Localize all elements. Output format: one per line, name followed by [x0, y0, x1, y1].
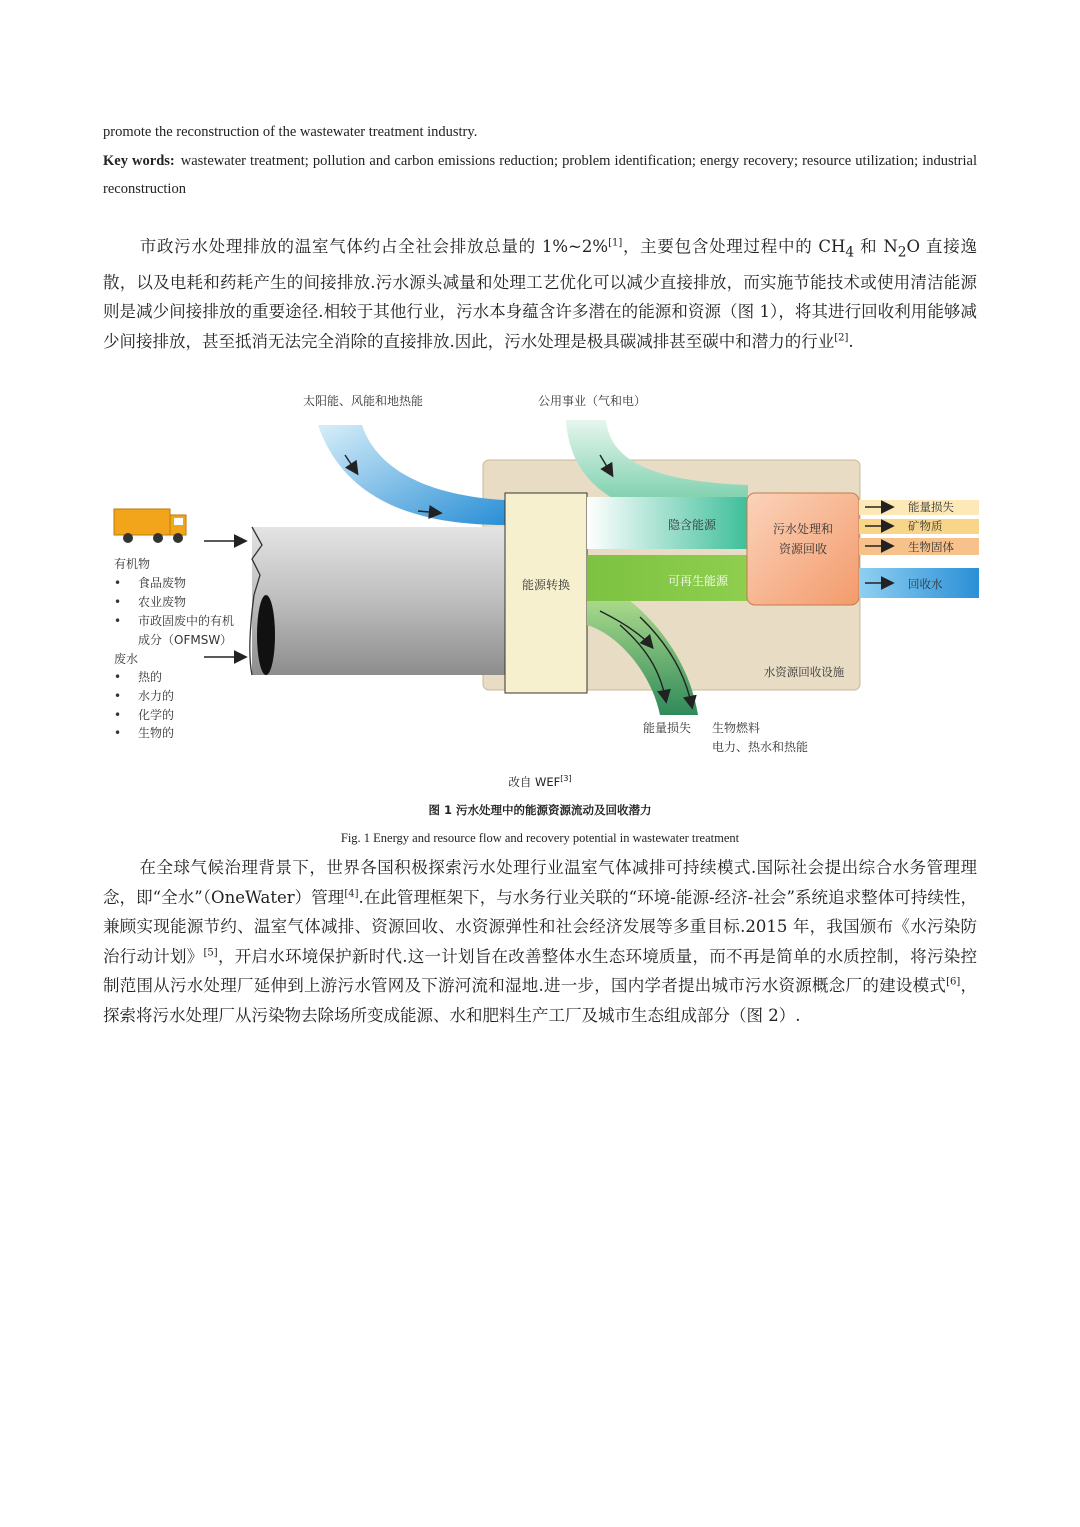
svg-text:热的: 热的 [138, 670, 163, 684]
svg-text:•: • [114, 595, 122, 609]
figure-caption-en: Fig. 1 Energy and resource flow and recovery potential in wastewater treatment [340, 831, 740, 845]
output-recycled-water: 回收水 [908, 577, 943, 591]
keywords-text: wastewater treatment; pollution and carbon emissions reduction; problem identification; energy recovery; resource utilization; industrial reconstruction [103, 153, 977, 197]
svg-text:生物的: 生物的 [138, 726, 175, 740]
citation-4: [4] [344, 888, 359, 900]
svg-text:•: • [114, 726, 122, 740]
citation-1: [1] [608, 237, 623, 249]
label-utility: 公用事业（气和电） [538, 394, 647, 408]
svg-text:•: • [114, 670, 122, 684]
treatment-label-2: 资源回收 [778, 542, 828, 556]
truck-icon [114, 509, 186, 543]
svg-text:农业废物: 农业废物 [138, 595, 187, 609]
paragraph-2: 在全球气候治理背景下，世界各国积极探索污水处理行业温室气体减排可持续模式.国际社会提出综合水务管理理念，即“全水”（OneWater）管理[4].在此管理框架下，与水务行业关联的“环境-能源-经济-社会”系统追求整体可持续性，兼顾实现能源节约、温室气体减排、资源回收、水资源弹性和社会经济发展等多重目标.2015 年，我国颁布《水污染防治行动计划》[5]，开启水环境保护新时代.这一计划旨在改善整体水生态环境质量，而不再是简单的水质控制，将污染控制范围从污水处理厂延伸到上游污水管网及下游河流和湿地.进一步，国内学者提出城市污水资源概念厂的建设模式[6]，探索将污水处理厂从污染物去除场所变成能源、水和肥料生产工厂及城市生态组成部分（图 2）. [103, 858, 978, 1025]
label-renewables-top: 太阳能、风能和地热能 [303, 394, 424, 408]
treatment-label-1: 污水处理和 [772, 522, 834, 536]
keywords [103, 147, 977, 203]
citation-5: [5] [203, 947, 218, 959]
energy-conversion-box [505, 493, 587, 693]
keywords-label: Key words: [103, 153, 175, 169]
svg-text:食品废物: 食品废物 [138, 576, 187, 590]
embedded-energy-label: 隐含能源 [667, 518, 717, 532]
output-minerals: 矿物质 [908, 519, 943, 533]
pipe-opening [257, 595, 275, 675]
svg-text:市政固废中的有机: 市政固废中的有机 [138, 614, 235, 628]
output-energy-loss: 能量损失 [908, 500, 954, 514]
output-biosolids: 生物固体 [908, 540, 954, 554]
renewable-inflow [318, 425, 505, 525]
bottom-power-heat: 电力、热水和热能 [712, 740, 809, 754]
citation-6: [6] [946, 976, 961, 988]
bottom-energy-loss: 能量损失 [643, 721, 692, 735]
figure-caption-cn: 图 1 污水处理中的能源资源流动及回收潜力 [428, 803, 652, 817]
svg-text:成分（OFMSW）: 成分（OFMSW） [138, 633, 233, 647]
svg-text:•: • [114, 576, 122, 590]
svg-text:•: • [114, 614, 122, 628]
wastewater-title: 废水 [114, 652, 139, 666]
paragraph-1: 市政污水处理排放的温室气体约占全社会排放总量的 1%~2%[1]，主要包含处理过程中的 $CH_4$ 和 $N_2O$ 直接逸散，以及电耗和药耗产生的间接排放.污水源头减量和处理工艺优化可以减少直接排放，而实施节能技术或使用清洁能源则是减少间接排放的重要途径.相较于其他行业，污水本身蕴含许多潜在的能源和资源（图 1），将其进行回收利用能够减少间接排放，甚至抵消无法完全消除的直接排放.因此，污水处理是极具碳减排甚至碳中和潜力的行业[2]. [103, 237, 977, 352]
facility-label: 水资源回收设施 [763, 665, 845, 679]
bottom-biofuel: 生物燃料 [712, 721, 761, 735]
citation-2: [2] [834, 332, 849, 344]
svg-text:•: • [114, 689, 122, 703]
figure-source: 改自 WEF[3] [508, 774, 572, 789]
renewable-energy-label: 可再生能源 [667, 574, 729, 588]
inflow-pipe [252, 527, 520, 675]
svg-text:水力的: 水力的 [138, 689, 175, 703]
energy-conversion-label: 能源转换 [521, 578, 571, 592]
figure-1 [100, 385, 980, 765]
svg-text:•: • [114, 708, 122, 722]
abstract-tail: promote the reconstruction of the wastewater treatment industry. [103, 124, 478, 140]
organics-title: 有机物 [114, 557, 151, 571]
svg-text:化学的: 化学的 [138, 708, 175, 722]
